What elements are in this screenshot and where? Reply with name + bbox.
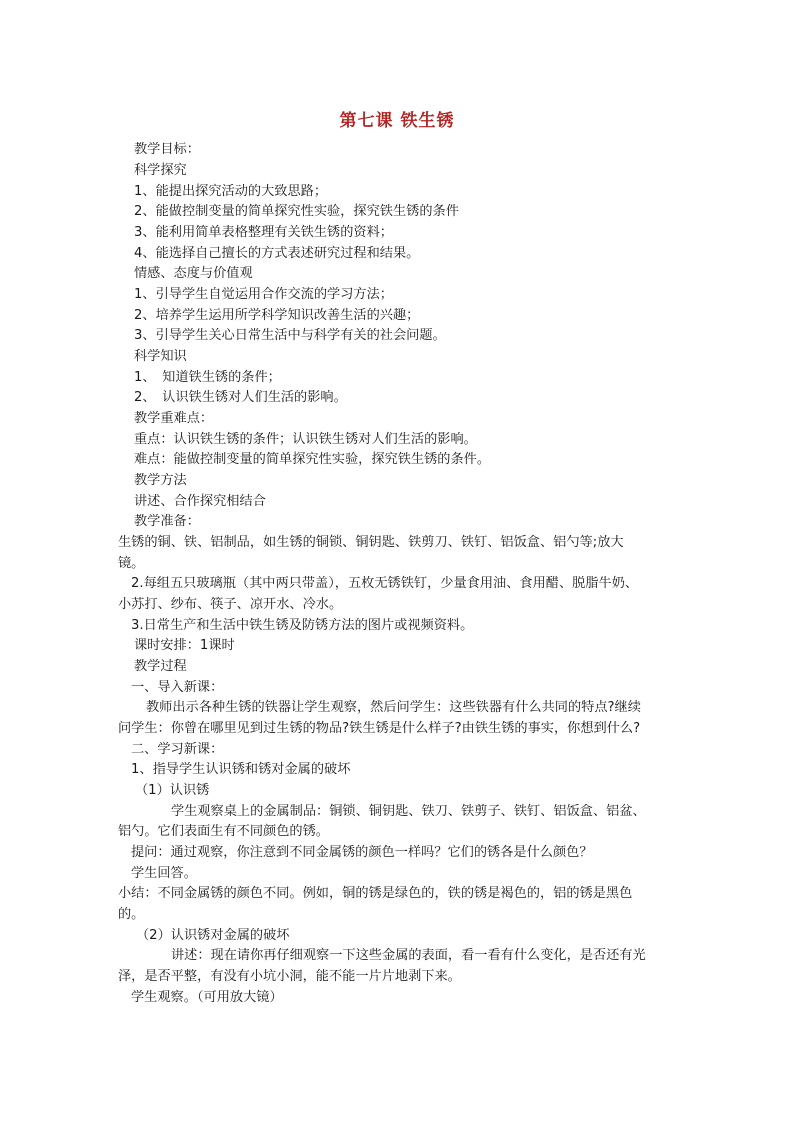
text-line: 课时安排：1课时 [134,638,235,653]
text-line: 二、学习新课： [131,742,224,757]
text-line: 泽，是否平整，有没有小坑小洞，能不能一片片地剥下来。 [118,969,461,984]
text-line: 小结：不同金属锈的颜色不同。例如，铜的锈是绿色的，铁的锈是褐色的，铝的锈是黑色 [118,886,633,901]
text-line: （2）认识锈对金属的破坏 [136,928,290,943]
text-line: 学生观察。（可用放大镜） [131,990,283,1005]
text-line: 提问：通过观察，你注意到不同金属锈的颜色一样吗？它们的锈各是什么颜色？ [131,845,593,860]
text-line: 铝勺。它们表面生有不同颜色的锈。 [118,824,329,839]
text-line: 生锈的铜、铁、铝制品，如生锈的铜锁、铜钥匙、铁剪刀、铁钉、铝饭盒、铝勺等;放大 [118,535,624,550]
text-line: （1）认识锈 [135,783,210,798]
text-line: 小苏打、纱布、筷子、凉开水、冷水。 [118,597,343,612]
text-line: 科学探究 [134,163,187,178]
text-line: 3.日常生产和生活中铁生锈及防锈方法的图片或视频资料。 [131,618,474,633]
text-line: 4、能选择自己擅长的方式表述研究过程和结果。 [134,246,420,261]
text-line: 1、能提出探究活动的大致思路； [134,184,328,199]
text-line: 1、指导学生认识锈和锈对金属的破坏 [131,762,351,777]
text-line: 2、 认识铁生锈对人们生活的影响。 [134,390,347,405]
text-line: 2.每组五只玻璃瓶（其中两只带盖），五枚无锈铁钉，少量食用油、食用醋、脱脂牛奶、 [131,576,639,591]
text-line: 科学知识 [134,349,187,364]
text-line: 3、引导学生关心日常生活中与科学有关的社会问题。 [134,328,446,343]
text-line: 3、能利用简单表格整理有关铁生锈的资料； [134,225,393,240]
text-line: 学生回答。 [131,866,197,881]
text-line: 教学方法 [134,473,187,488]
text-line: 镜。 [118,556,145,571]
text-line: 重点：认识铁生锈的条件；认识铁生锈对人们生活的影响。 [134,432,477,447]
text-line: 教学过程 [134,659,187,674]
document-title: 第七课 铁生锈 [339,111,455,131]
text-line: 2、能做控制变量的简单探究性实验，探究铁生锈的条件 [134,204,459,219]
text-line: 教学准备： [134,514,200,529]
text-line: 1、引导学生自觉运用合作交流的学习方法； [134,287,393,302]
text-line: 讲述：现在请你再仔细观察一下这些金属的表面，看一看有什么变化，是否还有光 [171,948,646,963]
text-line: 学生观察桌上的金属制品：铜锁、铜钥匙、铁刀、铁剪子、铁钉、铝饭盒、铝盆、 [171,804,646,819]
text-line: 一、导入新课： [131,680,224,695]
text-line: 2、培养学生运用所学科学知识改善生活的兴趣； [134,308,420,323]
text-line: 的。 [118,907,145,922]
text-line: 教学目标： [134,142,200,157]
text-line: 教学重难点： [134,411,214,426]
text-line: 1、 知道铁生锈的条件； [134,370,281,385]
text-line: 教师出示各种生锈的铁器让学生观察，然后问学生：这些铁器有什么共同的特点?继续 [146,700,641,715]
text-line: 讲述、合作探究相结合 [134,494,266,509]
text-line: 情感、态度与价值观 [134,266,253,281]
text-line: 难点：能做控制变量的简单探究性实验，探究铁生锈的条件。 [134,452,491,467]
text-line: 问学生：你曾在哪里见到过生锈的物品?铁生锈是什么样子?由铁生锈的事实，你想到什么? [118,721,641,736]
